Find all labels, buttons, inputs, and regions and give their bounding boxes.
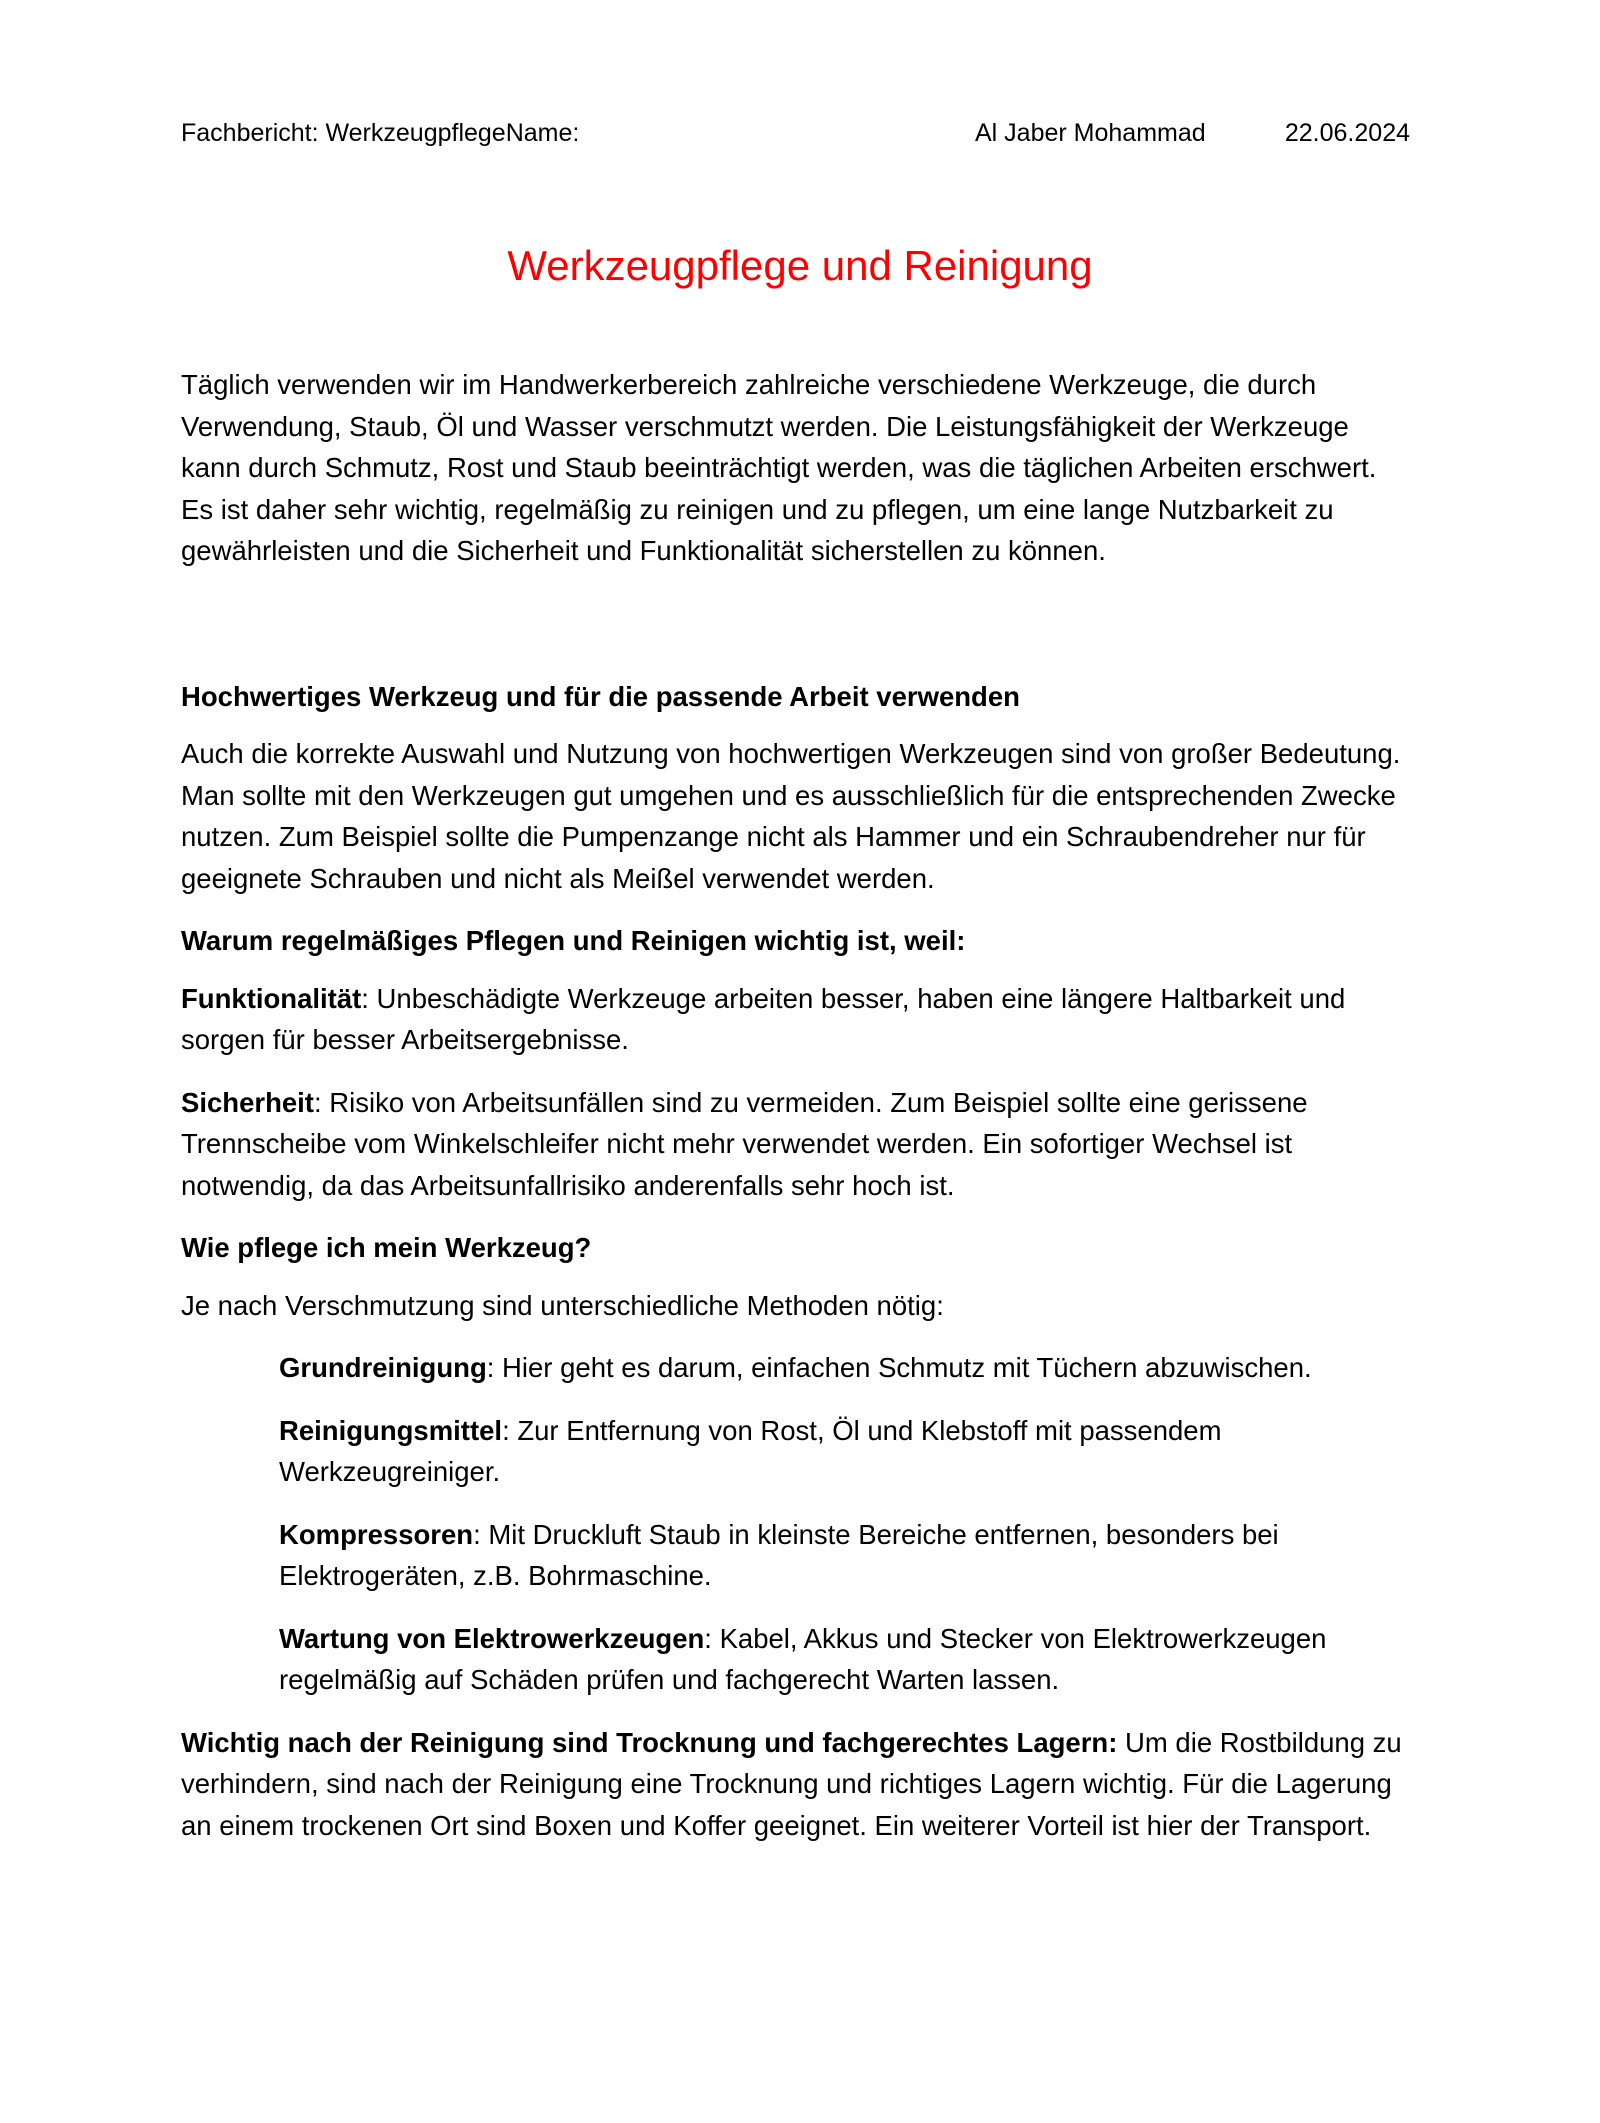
method-text: : Zur Entfernung von Rost, Öl und Klebstoff mit passendem Werkzeugreiniger. [279,1414,1222,1487]
method-text: : Kabel, Akkus und Stecker von Elektrowerkzeugen regelmäßig auf Schäden prüfen und fachgerecht Warten lassen. [279,1622,1327,1695]
method-text: : Hier geht es darum, einfachen Schmutz mit Tüchern abzuwischen. [486,1352,1312,1383]
reason-text: : Risiko von Arbeitsunfällen sind zu vermeiden. Zum Beispiel sollte eine gerissene Trennscheibe vom Winkelschleifer nicht mehr verwendet werden. Ein sofortiger Wechsel ist notwendig, da das Arbeitsunfallrisiko anderenfalls sehr hoch ist. [181,1086,1308,1201]
header-author-name: Al Jaber Mohammad [975,119,1206,147]
method-term: Wartung von Elektrowerkzeugen [279,1622,705,1654]
closing-paragraph [181,1722,1413,1847]
closing-term: Wichtig nach der Reinigung sind Trocknung und fachgerechtes Lagern: [181,1726,1118,1758]
header-date: 22.06.2024 [1284,119,1410,147]
method-power-tool-maintenance [181,1618,1413,1701]
header-subject: Fachbericht: WerkzeugpflegeName: [181,119,580,147]
method-basic-cleaning [181,1347,1413,1389]
reason-safety [181,1082,1413,1207]
intro-paragraph: Täglich verwenden wir im Handwerkerbereich zahlreiche verschiedene Werkzeuge, die durch Verwendung, Staub, Öl und Wasser verschmutzt werden. Die Leistungsfähigkeit der Werkzeuge kann durch Schmutz, Rost und Staub beeinträchtigt werden, was die täglichen Arbeiten erschwert. Es ist daher sehr wichtig, regelmäßig zu reinigen und zu pflegen, um eine lange Nutzbarkeit zu gewährleisten und die Sicherheit und Funktionalität sicherstellen zu können. [181,369,1377,566]
spacer [181,572,1413,676]
closing-text: Um die Rostbildung zu verhindern, sind nach der Reinigung eine Trocknung und richtiges Lagern wichtig. Für die Lagerung an einem trockenen Ort sind Boxen und Koffer geeignet. Ein weiterer Vorteil ist hier der Transport. [181,1726,1402,1841]
method-term: Kompressoren [279,1518,474,1550]
method-term: Grundreinigung [279,1352,487,1383]
document-body [181,364,1413,1867]
method-compressors [181,1514,1413,1597]
section-paragraph-quality-tools: Auch die korrekte Auswahl und Nutzung von hochwertigen Werkzeugen sind von großer Bedeutung. Man sollte mit den Werkzeugen gut umgehen und es ausschließlich für die entsprechenden Zwecke nutzen. Zum Beispiel sollte die Pumpenzange nicht als Hammer und ein Schraubendreher nur für geeignete Schrauben und nicht als Meißel verwendet werden. [181,738,1401,894]
method-text: : Mit Druckluft Staub in kleinste Bereiche entfernen, besonders bei Elektrogeräten, z.B. Bohrmaschine. [279,1518,1279,1591]
methods-intro: Je nach Verschmutzung sind unterschiedliche Methoden nötig: [181,1289,944,1321]
page-header [181,115,1410,155]
reason-term: Funktionalität [181,982,362,1014]
section-heading-quality-tools: Hochwertiges Werkzeug und für die passende Arbeit verwenden [181,680,1020,712]
reason-term: Sicherheit [181,1086,314,1118]
section-heading-how-to-care: Wie pflege ich mein Werkzeug? [181,1232,592,1263]
method-cleaning-agent [181,1410,1413,1493]
reason-functionality [181,978,1413,1061]
document-title: Werkzeugpflege und Reinigung [507,242,1093,289]
reason-text: : Unbeschädigte Werkzeuge arbeiten besser, haben eine längere Haltbarkeit und sorgen für besser Arbeitsergebnisse. [181,982,1346,1055]
section-heading-why-care: Warum regelmäßiges Pflegen und Reinigen wichtig ist, weil: [181,925,966,956]
method-term: Reinigungsmittel [279,1414,503,1446]
